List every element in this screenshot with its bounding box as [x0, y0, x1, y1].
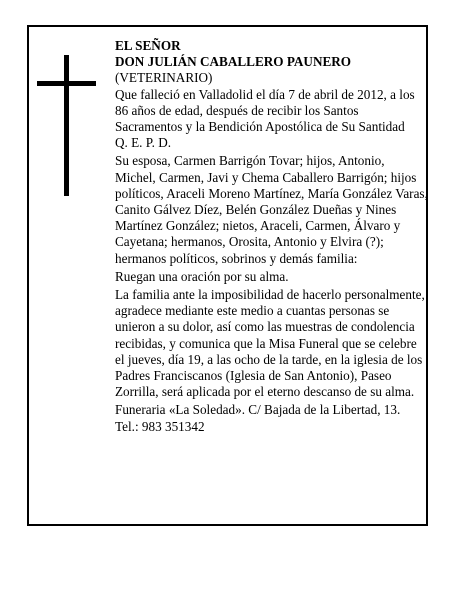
- family-list: Su esposa, Carmen Barrigón Tovar; hijos, Antonio, Michel, Carmen, Javi y Chema Caballero Barrigón; hijos políticos, Araceli Moreno Martínez, María González Varas, Canito Gálvez Díez, Belén González Dueñas y Nines Martínez González; nietos, Araceli, Carmen, Álvaro y Cayetana; hermanos, Orosita, Antonio y Elvira (?); hermanos políticos, sobrinos y demás familia:: [115, 153, 428, 266]
- rip-line: Q. E. P. D.: [115, 135, 172, 151]
- death-notice: Que falleció en Valladolid el día 7 de abril de 2012, a los 86 años de edad, después de recibir los Santos Sacramentos y la Bendición Apostólica de Su Santidad: [115, 86, 415, 135]
- cross-horizontal-bar: [37, 81, 96, 86]
- obituary-text: [115, 38, 428, 435]
- heading: EL SEÑOR: [115, 38, 181, 53]
- funeral-home: Funeraria «La Soledad». C/ Bajada de la Libertad, 13.: [115, 402, 401, 418]
- mass-announcement: La familia ante la imposibilidad de hacerlo personalmente, agradece mediante este medio a cuantas personas se unieron a su dolor, así como las muestras de condolencia recibidas, y comunica que la Misa Funeral que se celebre el jueves, día 19, a las ocho de la tarde, en la iglesia de los Padres Franciscanos (Iglesia de San Antonio), Paseo Zorrilla, será aplicada por el eterno descanso de su alma.: [115, 287, 425, 400]
- cross-vertical-bar: [64, 55, 69, 196]
- phone-number: Tel.: 983 351342: [115, 418, 205, 434]
- prayer-request: Ruegan una oración por su alma.: [115, 268, 289, 284]
- profession: (VETERINARIO): [115, 70, 213, 86]
- deceased-name: DON JULIÁN CABALLERO PAUNERO: [115, 54, 352, 70]
